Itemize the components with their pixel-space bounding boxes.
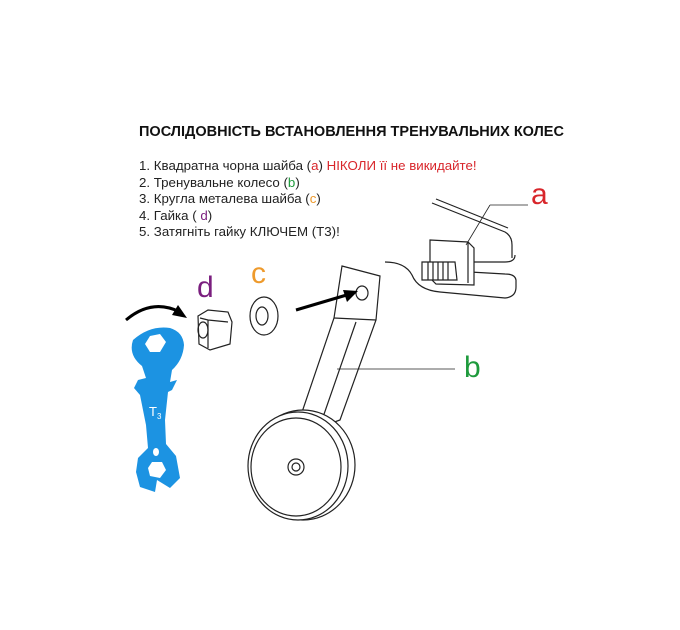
step-text: 4. Гайка ( xyxy=(139,207,201,223)
label-d: d xyxy=(197,271,214,304)
nut-d xyxy=(198,310,232,350)
step-letter: b xyxy=(287,174,296,190)
rotation-arrow-icon xyxy=(126,307,180,320)
wrench-t3-icon xyxy=(132,328,184,493)
training-wheel-b xyxy=(248,266,455,520)
step-letter: d xyxy=(200,207,208,223)
step-letter: c xyxy=(309,191,317,206)
step-text: 2. Тренувальне колесо ( xyxy=(139,174,288,190)
warning-text: НІКОЛИ її не викидайте! xyxy=(322,158,477,173)
step-text: ) xyxy=(316,191,321,206)
step-text: ) xyxy=(318,158,323,173)
step-text: 1. Квадратна чорна шайба ( xyxy=(139,158,312,173)
label-a: a xyxy=(531,178,548,211)
label-c: c xyxy=(251,257,266,290)
step-letter: a xyxy=(311,158,319,173)
step-text: 3. Кругла металева шайба ( xyxy=(139,191,310,206)
round-washer-c xyxy=(250,297,278,335)
wrench-label: T xyxy=(149,404,157,419)
step-text: 5. Затягніть гайку КЛЮЧЕМ (Т3)! xyxy=(139,224,340,239)
diagram-title: ПОСЛІДОВНІСТЬ ВСТАНОВЛЕННЯ ТРЕНУВАЛЬНИХ КОЛЕС xyxy=(139,124,564,140)
wrench-label-sub: 3 xyxy=(157,412,162,421)
rotation-arrow-head-icon xyxy=(172,305,187,318)
step-text: ) xyxy=(295,174,300,190)
step-text: ) xyxy=(207,207,213,223)
label-b: b xyxy=(464,351,481,384)
